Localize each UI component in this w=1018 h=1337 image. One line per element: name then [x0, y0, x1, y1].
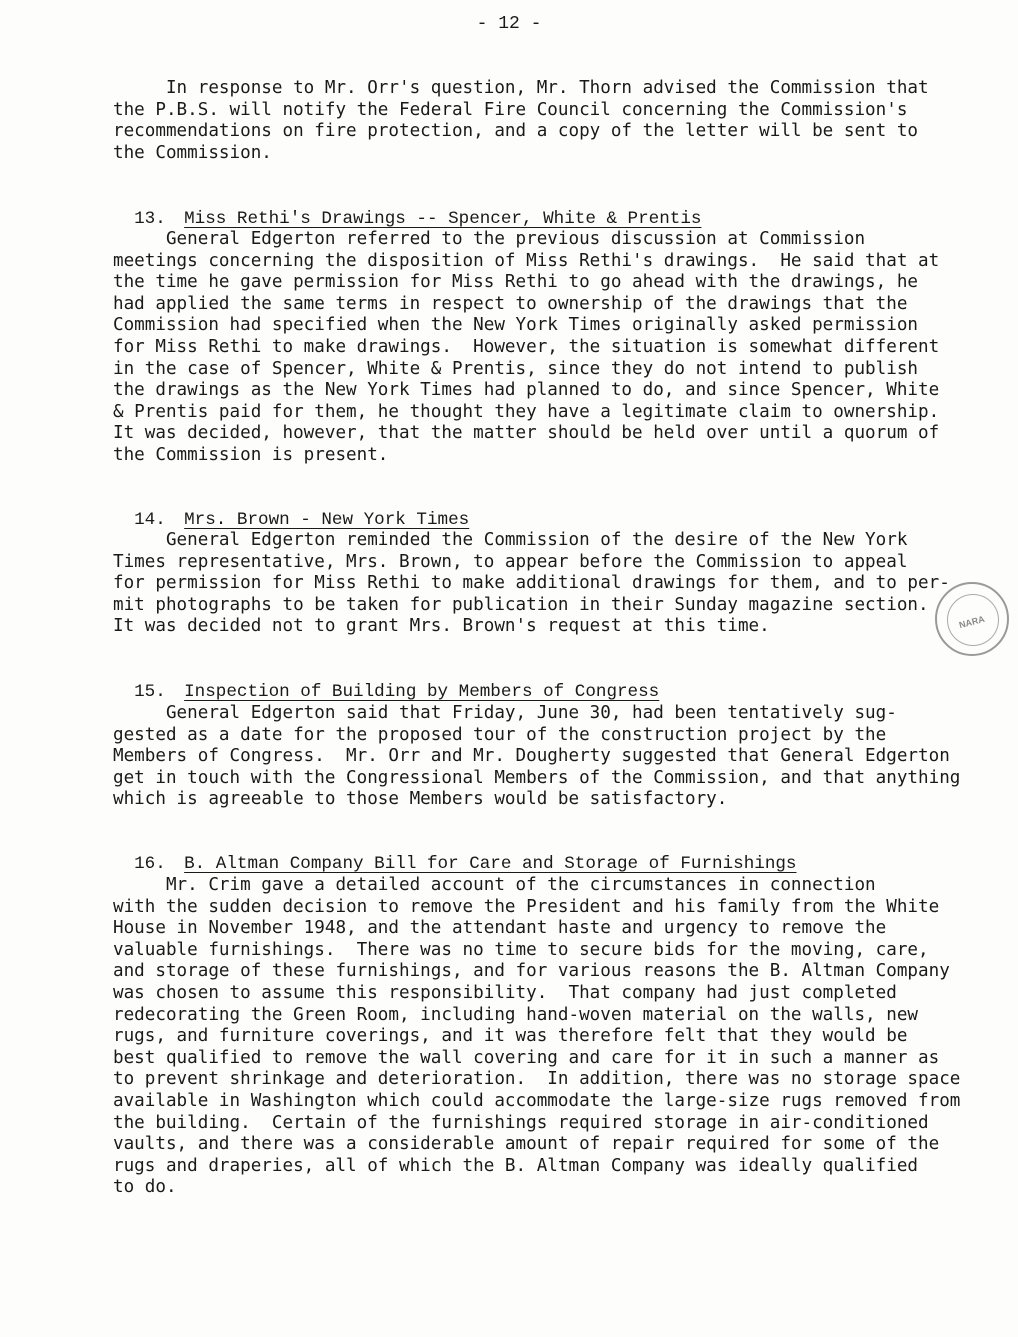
- text-line: General Edgerton said that Friday, June 30, had been tentatively sug-: [113, 703, 897, 723]
- text-line: which is agreeable to those Members would be satisfactory.: [113, 789, 728, 810]
- text-line: mit photographs to be taken for publication in their Sunday magazine section.: [113, 594, 929, 615]
- text-line: best qualified to remove the wall covering and care for it in such a manner as: [113, 1047, 940, 1068]
- section-heading-15: [113, 660, 659, 703]
- text-line: In response to Mr. Orr's question, Mr. Thorn advised the Commission that: [113, 78, 929, 98]
- text-line: Times representative, Mrs. Brown, to appear before the Commission to appeal: [113, 551, 908, 572]
- text-line: the building. Certain of the furnishings required storage in air-conditioned: [113, 1112, 929, 1133]
- text-line: the Commission is present.: [113, 444, 389, 465]
- text-line: House in November 1948, and the attendant haste and urgency to remove the: [113, 918, 887, 939]
- section-title: Mrs. Brown - New York Times: [184, 509, 470, 530]
- text-line: rugs, and furniture coverings, and it was therefore felt that they would be: [113, 1026, 908, 1047]
- text-line: get in touch with the Congressional Members of the Commission, and that anything: [113, 767, 961, 788]
- stamp-text: NARA: [957, 613, 986, 631]
- text-line: was chosen to assume this responsibility. That company had just completed: [113, 982, 897, 1003]
- text-line: available in Washington which could accommodate the large-size rugs removed from: [113, 1090, 961, 1111]
- text-line: for permission for Miss Rethi to make additional drawings for them, and to per-: [113, 573, 950, 594]
- text-line: It was decided not to grant Mrs. Brown's request at this time.: [113, 616, 770, 637]
- text-line: the drawings as the New York Times had planned to do, and since Spencer, White: [113, 380, 940, 401]
- text-line: with the sudden decision to remove the President and his family from the White: [113, 896, 940, 917]
- section-16-paragraph: [113, 875, 973, 1199]
- text-line: meetings concerning the disposition of Miss Rethi's drawings. He said that at: [113, 250, 940, 271]
- section-13-paragraph: [113, 229, 973, 467]
- text-line: the Commission.: [113, 142, 272, 163]
- section-number: 13.: [134, 208, 166, 229]
- text-line: to prevent shrinkage and deterioration. In addition, there was no storage space: [113, 1069, 961, 1090]
- text-line: had applied the same terms in respect to ownership of the drawings that the: [113, 293, 908, 314]
- text-line: valuable furnishings. There was no time to secure bids for the moving, care,: [113, 939, 929, 960]
- section-heading-16: [113, 832, 797, 875]
- page-number: - 12 -: [476, 14, 542, 34]
- text-line: and storage of these furnishings, and for various reasons the B. Altman Company: [113, 961, 950, 982]
- section-heading-13: [113, 187, 701, 230]
- section-number: 15.: [134, 681, 166, 702]
- section-number: 16.: [134, 853, 166, 874]
- text-line: General Edgerton reminded the Commission of the desire of the New York: [113, 530, 908, 550]
- text-line: Members of Congress. Mr. Orr and Mr. Dougherty suggested that General Edgerton: [113, 746, 950, 767]
- section-heading-14: [113, 488, 469, 531]
- text-line: Commission had specified when the New York Times originally asked permission: [113, 315, 919, 336]
- library-stamp: [935, 582, 1009, 656]
- text-line: Mr. Crim gave a detailed account of the circumstances in connection: [113, 875, 876, 895]
- section-title: Inspection of Building by Members of Congress: [184, 681, 660, 702]
- text-line: gested as a date for the proposed tour of the construction project by the: [113, 724, 887, 745]
- text-line: for Miss Rethi to make drawings. However, the situation is somewhat different: [113, 336, 940, 357]
- section-title: Miss Rethi's Drawings -- Spencer, White & Prentis: [184, 208, 702, 229]
- section-14-paragraph: [113, 530, 973, 638]
- intro-paragraph: [113, 78, 973, 164]
- text-line: in the case of Spencer, White & Prentis, since they do not intend to publish: [113, 358, 919, 379]
- section-title: B. Altman Company Bill for Care and Storage of Furnishings: [184, 853, 797, 874]
- text-line: General Edgerton referred to the previous discussion at Commission: [113, 229, 866, 249]
- text-line: & Prentis paid for them, he thought they have a legitimate claim to ownership.: [113, 401, 940, 422]
- text-line: It was decided, however, that the matter should be held over until a quorum of: [113, 423, 940, 444]
- text-line: to do.: [113, 1177, 177, 1198]
- text-line: the P.B.S. will notify the Federal Fire Council concerning the Commission's: [113, 99, 908, 120]
- section-number: 14.: [134, 509, 166, 530]
- text-line: rugs and draperies, all of which the B. Altman Company was ideally qualified: [113, 1155, 919, 1176]
- text-line: vaults, and there was a considerable amount of repair required for some of the: [113, 1134, 940, 1155]
- section-15-paragraph: [113, 703, 973, 811]
- text-line: redecorating the Green Room, including hand-woven material on the walls, new: [113, 1004, 919, 1025]
- text-line: recommendations on fire protection, and a copy of the letter will be sent to: [113, 121, 919, 142]
- text-line: the time he gave permission for Miss Rethi to go ahead with the drawings, he: [113, 272, 919, 293]
